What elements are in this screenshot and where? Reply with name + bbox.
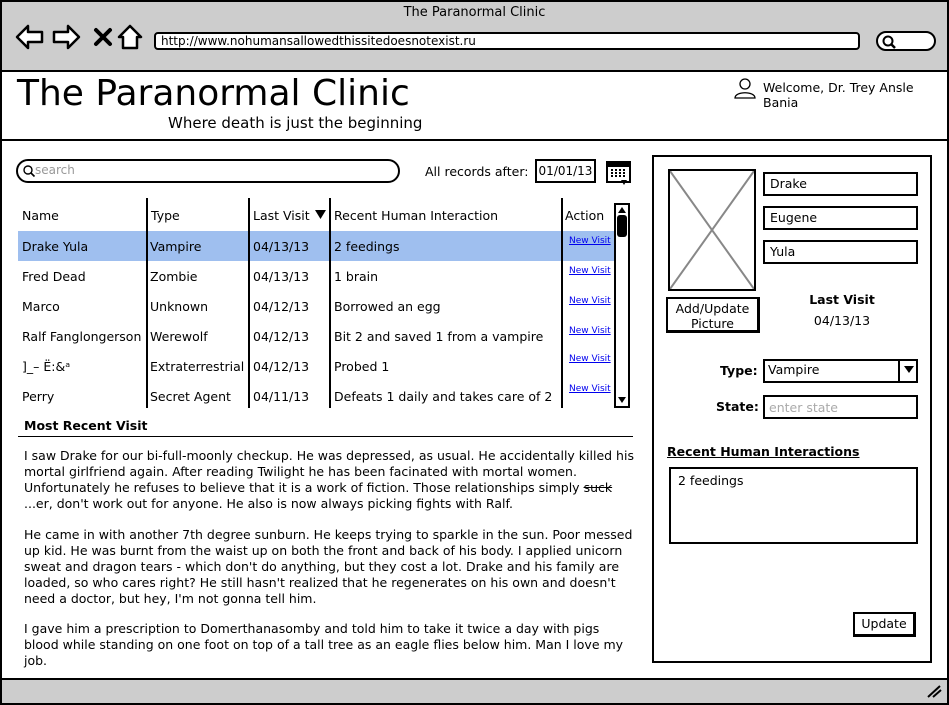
records-after-label: All records after: [425, 164, 529, 179]
cell-interaction: Defeats 1 daily and takes care of 2 [334, 389, 553, 404]
cell-name: Fred Dead [22, 269, 86, 284]
cell-interaction: 1 brain [334, 269, 379, 284]
cell-last-visit: 04/12/13 [253, 299, 310, 314]
most-recent-visit-heading: Most Recent Visit [24, 418, 148, 433]
date-field[interactable]: 01/01/13 [535, 159, 596, 183]
cell-type: Werewolf [150, 329, 208, 344]
cell-name: Perry [22, 389, 55, 404]
table-row[interactable] [18, 351, 615, 381]
browser-search-field[interactable] [876, 31, 936, 51]
column-divider [248, 198, 250, 408]
add-update-picture-button[interactable]: Add/Update Picture [666, 297, 760, 333]
scroll-up-icon[interactable] [617, 206, 627, 214]
calendar-icon[interactable] [606, 160, 632, 190]
cell-last-visit: 04/13/13 [253, 269, 310, 284]
home-icon[interactable] [115, 22, 145, 52]
header-divider [0, 139, 949, 141]
last-visit-value: 04/13/13 [813, 313, 871, 328]
cell-name: ]_– Ë:&ᵃ [22, 359, 71, 374]
table-row[interactable] [18, 291, 615, 321]
section-divider [18, 436, 633, 437]
column-header-name[interactable]: Name [22, 208, 59, 223]
recent-interactions-textarea[interactable]: 2 feedings [669, 467, 918, 544]
first-name-field[interactable]: Drake [763, 172, 918, 196]
cell-type: Unknown [150, 299, 209, 314]
window-title: The Paranormal Clinic [403, 5, 546, 20]
new-visit-link[interactable]: New Visit [569, 266, 611, 276]
state-label: State: [716, 399, 759, 414]
new-visit-link[interactable]: New Visit [569, 236, 611, 246]
cell-name: Drake Yula [22, 239, 89, 254]
cell-name: Ralf Fanglongerson [22, 329, 142, 344]
search-icon [881, 34, 897, 50]
cell-last-visit: 04/12/13 [253, 329, 310, 344]
cell-last-visit: 04/11/13 [253, 389, 310, 404]
type-label: Type: [720, 363, 758, 378]
recent-interactions-label: Recent Human Interactions [667, 444, 860, 459]
sort-down-icon[interactable] [315, 210, 326, 219]
table-row[interactable] [18, 321, 615, 351]
column-divider [329, 198, 331, 408]
cell-type: Zombie [150, 269, 198, 284]
column-header-action: Action [565, 208, 605, 223]
table-scrollbar[interactable] [614, 203, 630, 408]
last-visit-label: Last Visit [809, 292, 875, 307]
column-header-type[interactable]: Type [151, 208, 180, 223]
patient-photo-placeholder [668, 169, 756, 291]
scroll-down-icon[interactable] [617, 396, 627, 404]
back-arrow-icon[interactable] [15, 22, 45, 52]
state-placeholder: enter state [769, 400, 838, 415]
cell-type: Vampire [150, 239, 202, 254]
cell-interaction: Borrowed an egg [334, 299, 441, 314]
cell-last-visit: 04/13/13 [253, 239, 310, 254]
type-selected-value: Vampire [768, 362, 820, 377]
search-icon [22, 164, 36, 178]
browser-status-bar [0, 678, 949, 705]
forward-arrow-icon[interactable] [51, 22, 81, 52]
cell-type: Secret Agent [150, 389, 231, 404]
cell-name: Marco [22, 299, 60, 314]
page-title: The Paranormal Clinic [17, 73, 410, 114]
user-icon [733, 77, 757, 103]
close-x-icon[interactable] [88, 22, 118, 52]
page-tagline: Where death is just the beginning [168, 114, 423, 132]
welcome-message: Welcome, Dr. Trey Ansle Bania [763, 80, 914, 110]
visit-note-paragraph: I saw Drake for our bi-full-moonly checkup. He was depressed, as usual. He accidentally killed his mortal girlfriend again. After reading Twilight he has been facinated with mortal women. Unfortunately he refuses to believe that it is a work of fiction. Those relationships simply suck ...er, don't work out for anyone. He also is now always picking fights with Ralf. [24, 448, 634, 511]
new-visit-link[interactable]: New Visit [569, 384, 611, 394]
new-visit-link[interactable]: New Visit [569, 326, 611, 336]
url-bar[interactable]: http://www.nohumansallowedthissitedoesnotexist.ru [154, 32, 860, 50]
column-divider [146, 198, 148, 408]
middle-name-field[interactable]: Eugene [763, 206, 918, 230]
table-row[interactable] [18, 231, 615, 261]
cell-interaction: 2 feedings [334, 239, 400, 254]
update-button[interactable]: Update [853, 612, 916, 637]
cell-type: Extraterrestrial [150, 359, 245, 374]
new-visit-link[interactable]: New Visit [569, 296, 611, 306]
table-row[interactable] [18, 261, 615, 291]
column-header-last-visit[interactable]: Last Visit [253, 208, 310, 223]
column-divider [561, 198, 563, 408]
resize-grip-icon[interactable] [926, 684, 942, 698]
last-name-field[interactable]: Yula [763, 240, 918, 264]
dropdown-arrow-icon[interactable] [898, 359, 918, 383]
visit-note-paragraph: I gave him a prescription to Domerthanasomby and told him to take it twice a day with pigs blood while standing on one foot on top of a tall tree as an eagle flies below him. Man I love my job. [24, 621, 624, 668]
column-header-interaction[interactable]: Recent Human Interaction [334, 208, 499, 223]
visit-note-paragraph: He came in with another 7th degree sunburn. He keeps trying to sparkle in the sun. Poor messed up kid. He was burnt from the waist up on both the front and back of his body. I applied unicorn sweat and dragon tears - which don't do anything, but they cost a lot. Drake and his family are loaded, so who cares right? He still hasn't realized that he regenerates on his own and doesn't need a doctor, but hey, I'm not gonna tell him. [24, 527, 633, 606]
cell-interaction: Probed 1 [334, 359, 390, 374]
cell-last-visit: 04/12/13 [253, 359, 310, 374]
search-input[interactable] [35, 163, 375, 177]
table-row[interactable] [18, 381, 615, 411]
cell-interaction: Bit 2 and saved 1 from a vampire [334, 329, 544, 344]
scrollbar-thumb[interactable] [617, 215, 627, 237]
new-visit-link[interactable]: New Visit [569, 354, 611, 364]
